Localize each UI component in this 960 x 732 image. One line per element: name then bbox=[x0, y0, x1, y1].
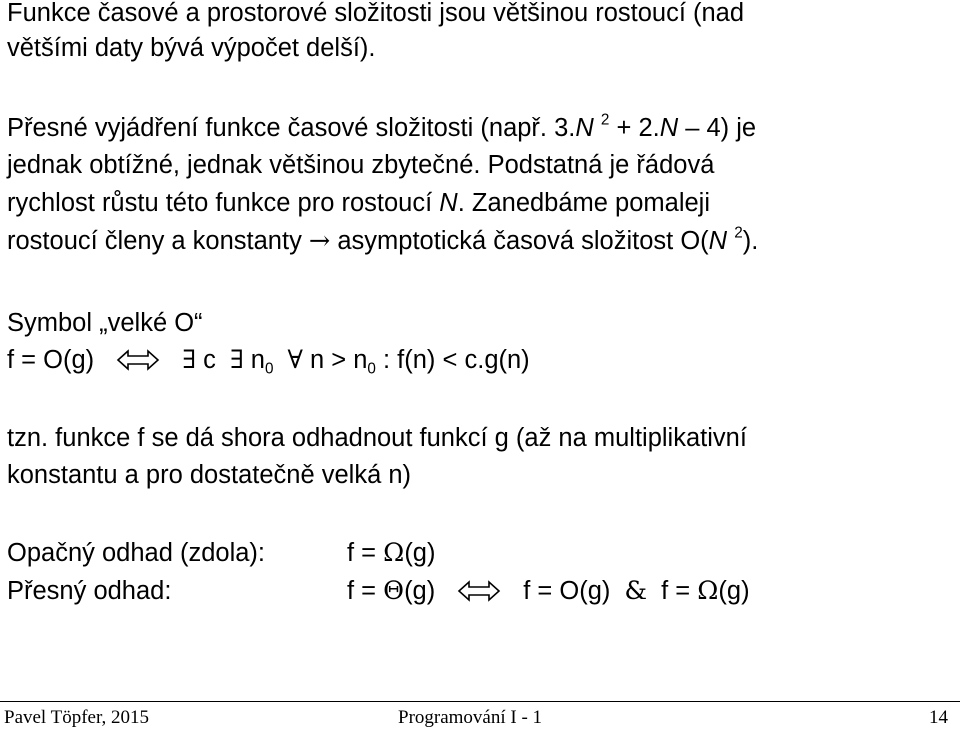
text: rostoucí členy a konstanty bbox=[7, 227, 309, 255]
var-n: N bbox=[575, 114, 594, 142]
bigo-lhs: f = O(g) bbox=[7, 346, 95, 374]
exponent: 2 bbox=[600, 111, 610, 129]
right-arrow-icon: → bbox=[308, 226, 331, 256]
exponent: 2 bbox=[734, 224, 743, 242]
text: – 4) je bbox=[678, 114, 757, 142]
n0: n bbox=[250, 346, 265, 374]
exact-line-1 bbox=[7, 113, 756, 143]
footer-rule bbox=[0, 701, 960, 702]
explain-line-1: tzn. funkce f se dá shora odhadnout funkcí g (až na multiplikativní bbox=[7, 424, 747, 452]
omega-icon: Ω bbox=[697, 576, 719, 606]
exists-icon: ∃ bbox=[182, 345, 196, 375]
exact-label: Přesný odhad: bbox=[7, 577, 172, 605]
text: asymptotická časová složitost O( bbox=[330, 227, 709, 255]
lower-estimate bbox=[7, 538, 435, 568]
intro-line-2: většími daty bývá výpočet delší). bbox=[7, 34, 376, 62]
var-n: N bbox=[659, 114, 679, 142]
exact-estimate bbox=[7, 576, 750, 606]
text: (g) bbox=[404, 539, 436, 567]
bigo-title: Symbol „velké O“ bbox=[7, 309, 203, 337]
text: (g) bbox=[718, 577, 750, 605]
theta-icon: Θ bbox=[383, 576, 405, 606]
omega-icon: Ω bbox=[383, 538, 405, 568]
exact-line-4 bbox=[7, 226, 758, 256]
double-arrow-icon bbox=[457, 580, 501, 602]
footer-course: Programování I - 1 bbox=[398, 707, 543, 728]
lower-label: Opačný odhad (zdola): bbox=[7, 539, 265, 567]
var-n: N bbox=[708, 227, 728, 255]
subscript: 0 bbox=[367, 360, 376, 378]
text: Přesné vyjádření funkce časové složitosti (např. 3. bbox=[7, 114, 576, 142]
condition: : f(n) < c.g(n) bbox=[375, 346, 530, 374]
var-n: N bbox=[439, 189, 458, 217]
forall-icon: ∀ bbox=[287, 345, 303, 375]
ampersand: & bbox=[624, 576, 648, 606]
exact-line-3 bbox=[7, 188, 710, 218]
text: . Zanedbáme pomaleji bbox=[457, 189, 711, 217]
exists-icon: ∃ bbox=[229, 345, 244, 375]
n-gt-n0: n > n bbox=[309, 346, 368, 374]
double-arrow-icon bbox=[116, 349, 160, 371]
intro-line-1: Funkce časové a prostorové složitosti jsou většinou rostoucí (nad bbox=[7, 0, 745, 27]
subscript: 0 bbox=[264, 360, 274, 378]
exact-line-2: jednak obtížné, jednak většinou zbytečné. Podstatná je řádová bbox=[7, 151, 715, 179]
text: (g) bbox=[404, 577, 436, 605]
footer-page-number: 14 bbox=[929, 707, 948, 728]
bigo-definition bbox=[7, 345, 530, 378]
text: ). bbox=[742, 227, 759, 255]
text: f = O(g) bbox=[523, 577, 611, 605]
text: f = bbox=[347, 577, 384, 605]
explain-line-2: konstantu a pro dostatečně velká n) bbox=[7, 461, 412, 489]
text: f = bbox=[347, 539, 384, 567]
text: rychlost růstu této funkce pro rostoucí bbox=[7, 189, 440, 217]
text: f = bbox=[661, 577, 698, 605]
text: + 2. bbox=[609, 114, 660, 142]
footer-author: Pavel Töpfer, 2015 bbox=[4, 707, 150, 728]
const-c: c bbox=[203, 346, 216, 374]
